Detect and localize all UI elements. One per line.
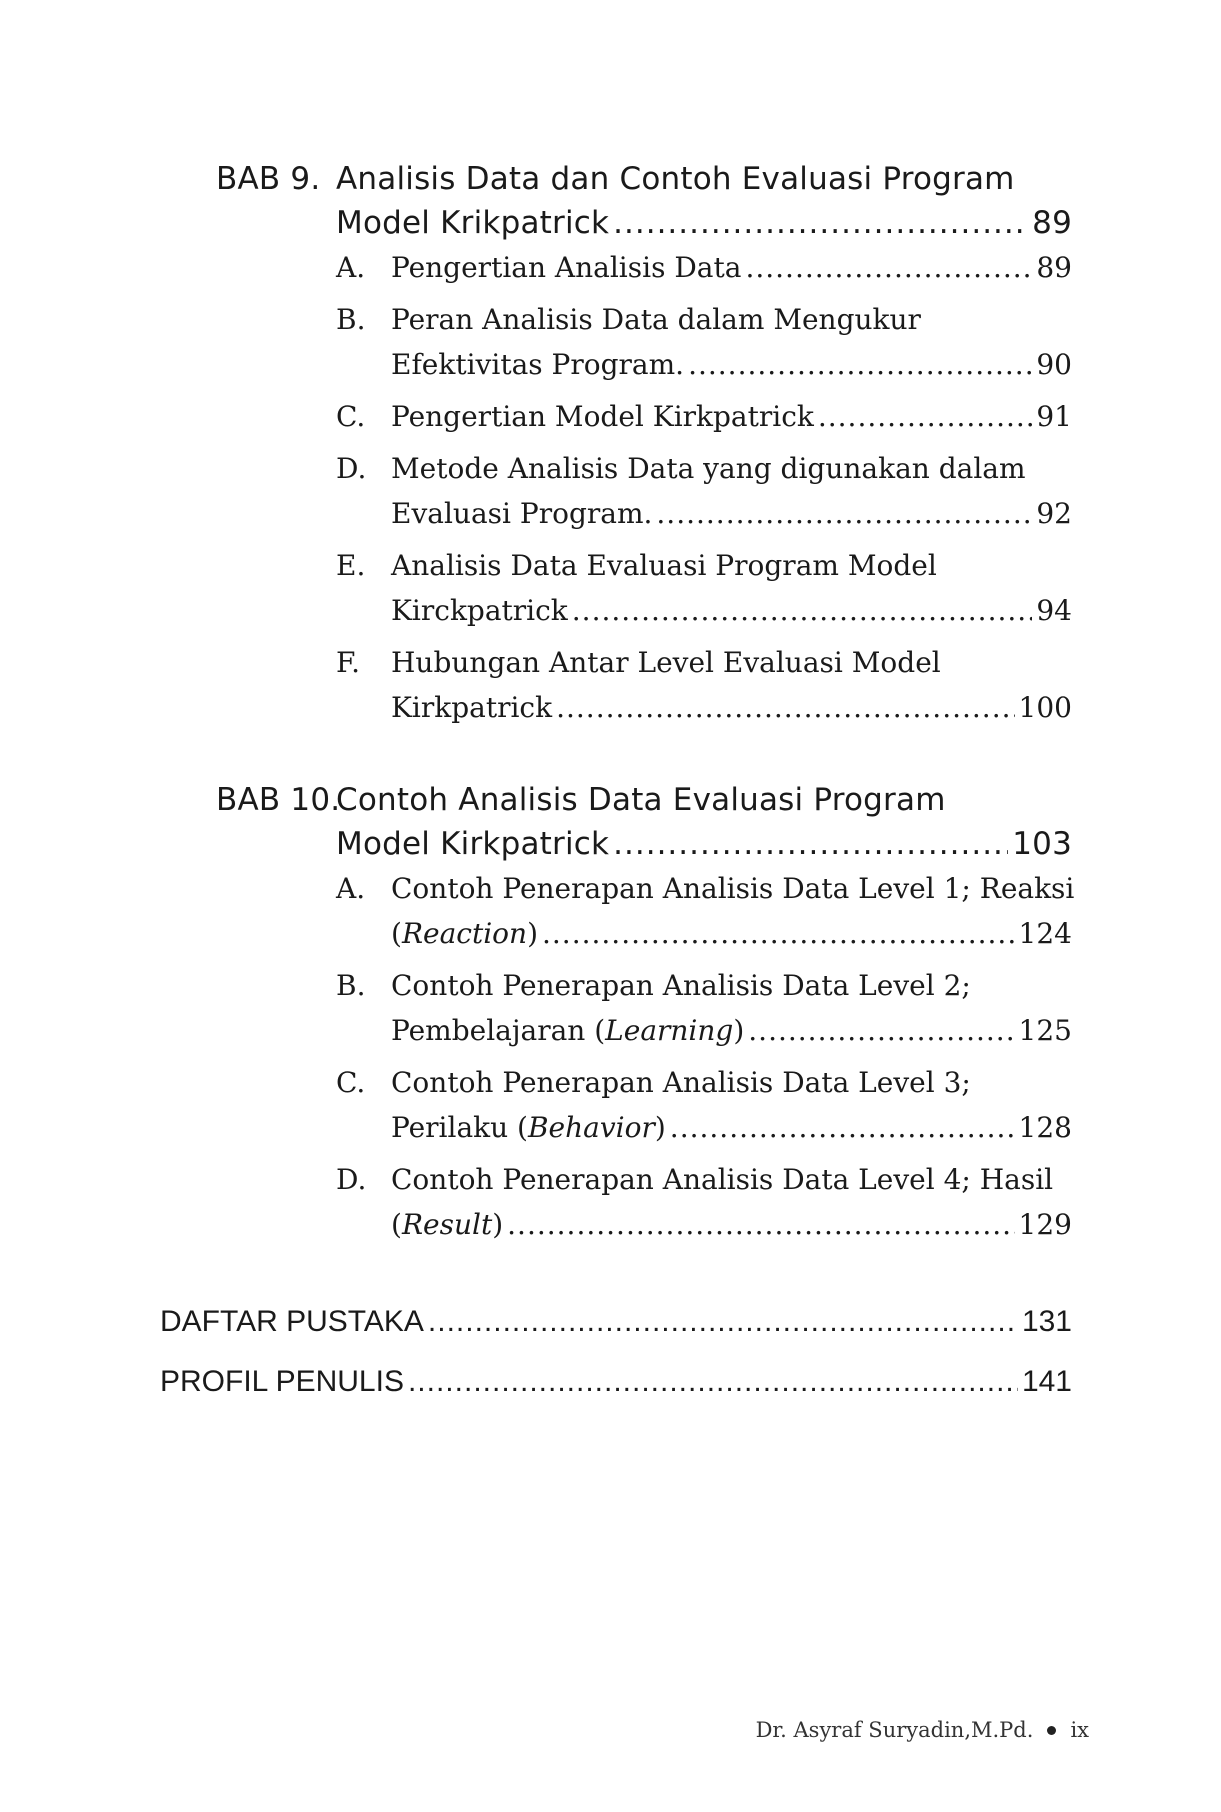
- dot-leader: [572, 588, 1033, 633]
- section-letter: A.: [336, 872, 366, 905]
- dot-leader: [748, 1008, 1014, 1053]
- toc-section[interactable]: [336, 963, 1072, 1053]
- section-title-suffix: ): [492, 1208, 504, 1241]
- entry-label: PROFIL PENULIS: [160, 1365, 404, 1398]
- section-page: 125: [1018, 1014, 1072, 1047]
- dot-leader: [688, 342, 1032, 387]
- section-title-prefix: (: [391, 917, 402, 950]
- section-title-suffix: ): [527, 917, 538, 950]
- toc-entry-profil-penulis[interactable]: [160, 1360, 1072, 1404]
- chapter-title-line2[interactable]: Model Kirkpatrick: [336, 826, 610, 862]
- section-title-prefix: (: [391, 1208, 402, 1241]
- section-title: Contoh Penerapan Analisis Data Level 4; Hasil: [391, 1163, 1054, 1196]
- section-title: Contoh Penerapan Analisis Data Level 1; Reaksi: [391, 872, 1075, 905]
- footer-author: Dr. Asyraf Suryadin,M.Pd.: [755, 1718, 1034, 1742]
- toc-section[interactable]: [336, 1157, 1072, 1247]
- entry-label: DAFTAR PUSTAKA: [160, 1305, 424, 1338]
- section-title: Peran Analisis Data dalam Mengukur: [391, 303, 921, 336]
- section-page: 92: [1036, 497, 1072, 530]
- section-title-italic: Learning: [605, 1014, 734, 1047]
- toc-section[interactable]: [336, 1060, 1072, 1150]
- chapter-number: BAB 10.: [216, 782, 341, 818]
- entry-page: 141: [1021, 1365, 1072, 1398]
- toc-section[interactable]: [336, 297, 1072, 387]
- section-letter: A.: [336, 251, 366, 284]
- dot-leader: [656, 491, 1032, 536]
- section-title-prefix: Pembelajaran (: [391, 1014, 606, 1047]
- entry-page: 131: [1021, 1305, 1072, 1338]
- section-letter: C.: [336, 400, 366, 433]
- section-list: [336, 245, 1072, 730]
- toc-entry-daftar-pustaka[interactable]: [160, 1300, 1072, 1344]
- section-page: 91: [1036, 400, 1072, 433]
- section-title-italic: Behavior: [527, 1111, 655, 1144]
- chapter-page[interactable]: 89: [1032, 205, 1072, 241]
- chapter-title-line2[interactable]: Model Krikpatrick: [336, 205, 610, 241]
- section-letter: C.: [336, 1066, 366, 1099]
- section-title: Metode Analisis Data yang digunakan dalam: [391, 452, 1026, 485]
- dot-leader: [408, 1360, 1018, 1404]
- section-title: Pengertian Model Kirkpatrick: [391, 400, 814, 433]
- chapter-title-line1: Contoh Analisis Data Evaluasi Program: [336, 782, 946, 818]
- section-letter: B.: [336, 303, 366, 336]
- dot-leader: [507, 1202, 1014, 1247]
- section-page: 124: [1018, 917, 1072, 950]
- section-title: Contoh Penerapan Analisis Data Level 2;: [391, 969, 971, 1002]
- dot-leader: [542, 911, 1015, 956]
- section-title-cont: Kirckpatrick: [391, 594, 568, 627]
- section-title-italic: Result: [401, 1208, 493, 1241]
- section-page: 100: [1018, 691, 1072, 724]
- section-letter: E.: [336, 549, 366, 582]
- section-title-cont: Kirkpatrick: [391, 691, 553, 724]
- section-list: [336, 866, 1075, 1247]
- chapter-10: [216, 778, 1075, 1254]
- section-title: Analisis Data Evaluasi Program Model: [391, 549, 937, 582]
- chapter-page[interactable]: 103: [1012, 826, 1072, 862]
- toc-section[interactable]: [336, 245, 1072, 290]
- section-title: Pengertian Analisis Data: [391, 251, 742, 284]
- dot-leader: [428, 1300, 1018, 1344]
- dot-leader: [670, 1105, 1015, 1150]
- section-title-italic: Reaction: [401, 917, 528, 950]
- dot-leader: [818, 394, 1033, 439]
- section-letter: F.: [336, 646, 360, 679]
- section-page: 94: [1036, 594, 1072, 627]
- section-title-prefix: Perilaku (: [391, 1111, 528, 1144]
- section-letter: B.: [336, 969, 366, 1002]
- section-title-cont: Efektivitas Program.: [391, 348, 685, 381]
- section-page: 90: [1036, 348, 1072, 381]
- section-letter: D.: [336, 1163, 367, 1196]
- toc-section[interactable]: [336, 446, 1072, 536]
- dot-leader: [556, 685, 1014, 730]
- section-page: 89: [1036, 251, 1072, 284]
- section-page: 128: [1018, 1111, 1072, 1144]
- toc-section[interactable]: [336, 543, 1072, 633]
- chapter-number: BAB 9.: [216, 161, 321, 197]
- section-title-suffix: ): [733, 1014, 745, 1047]
- footer-page-number: ix: [1070, 1718, 1089, 1742]
- section-page: 129: [1018, 1208, 1072, 1241]
- chapter-title-line1: Analisis Data dan Contoh Evaluasi Program: [336, 161, 1015, 197]
- section-title: Contoh Penerapan Analisis Data Level 3;: [391, 1066, 971, 1099]
- section-title: Hubungan Antar Level Evaluasi Model: [391, 646, 941, 679]
- page-footer: [756, 1718, 1089, 1742]
- bullet-icon: [1047, 1726, 1056, 1735]
- section-title-suffix: ): [654, 1111, 666, 1144]
- dot-leader: [613, 201, 1028, 245]
- toc-section[interactable]: [336, 394, 1072, 439]
- toc-section[interactable]: [336, 866, 1075, 956]
- dot-leader: [613, 822, 1008, 866]
- section-letter: D.: [336, 452, 367, 485]
- chapter-9: [216, 157, 1072, 737]
- section-title-cont: Evaluasi Program.: [391, 497, 653, 530]
- toc-section[interactable]: [336, 640, 1072, 730]
- dot-leader: [745, 245, 1032, 290]
